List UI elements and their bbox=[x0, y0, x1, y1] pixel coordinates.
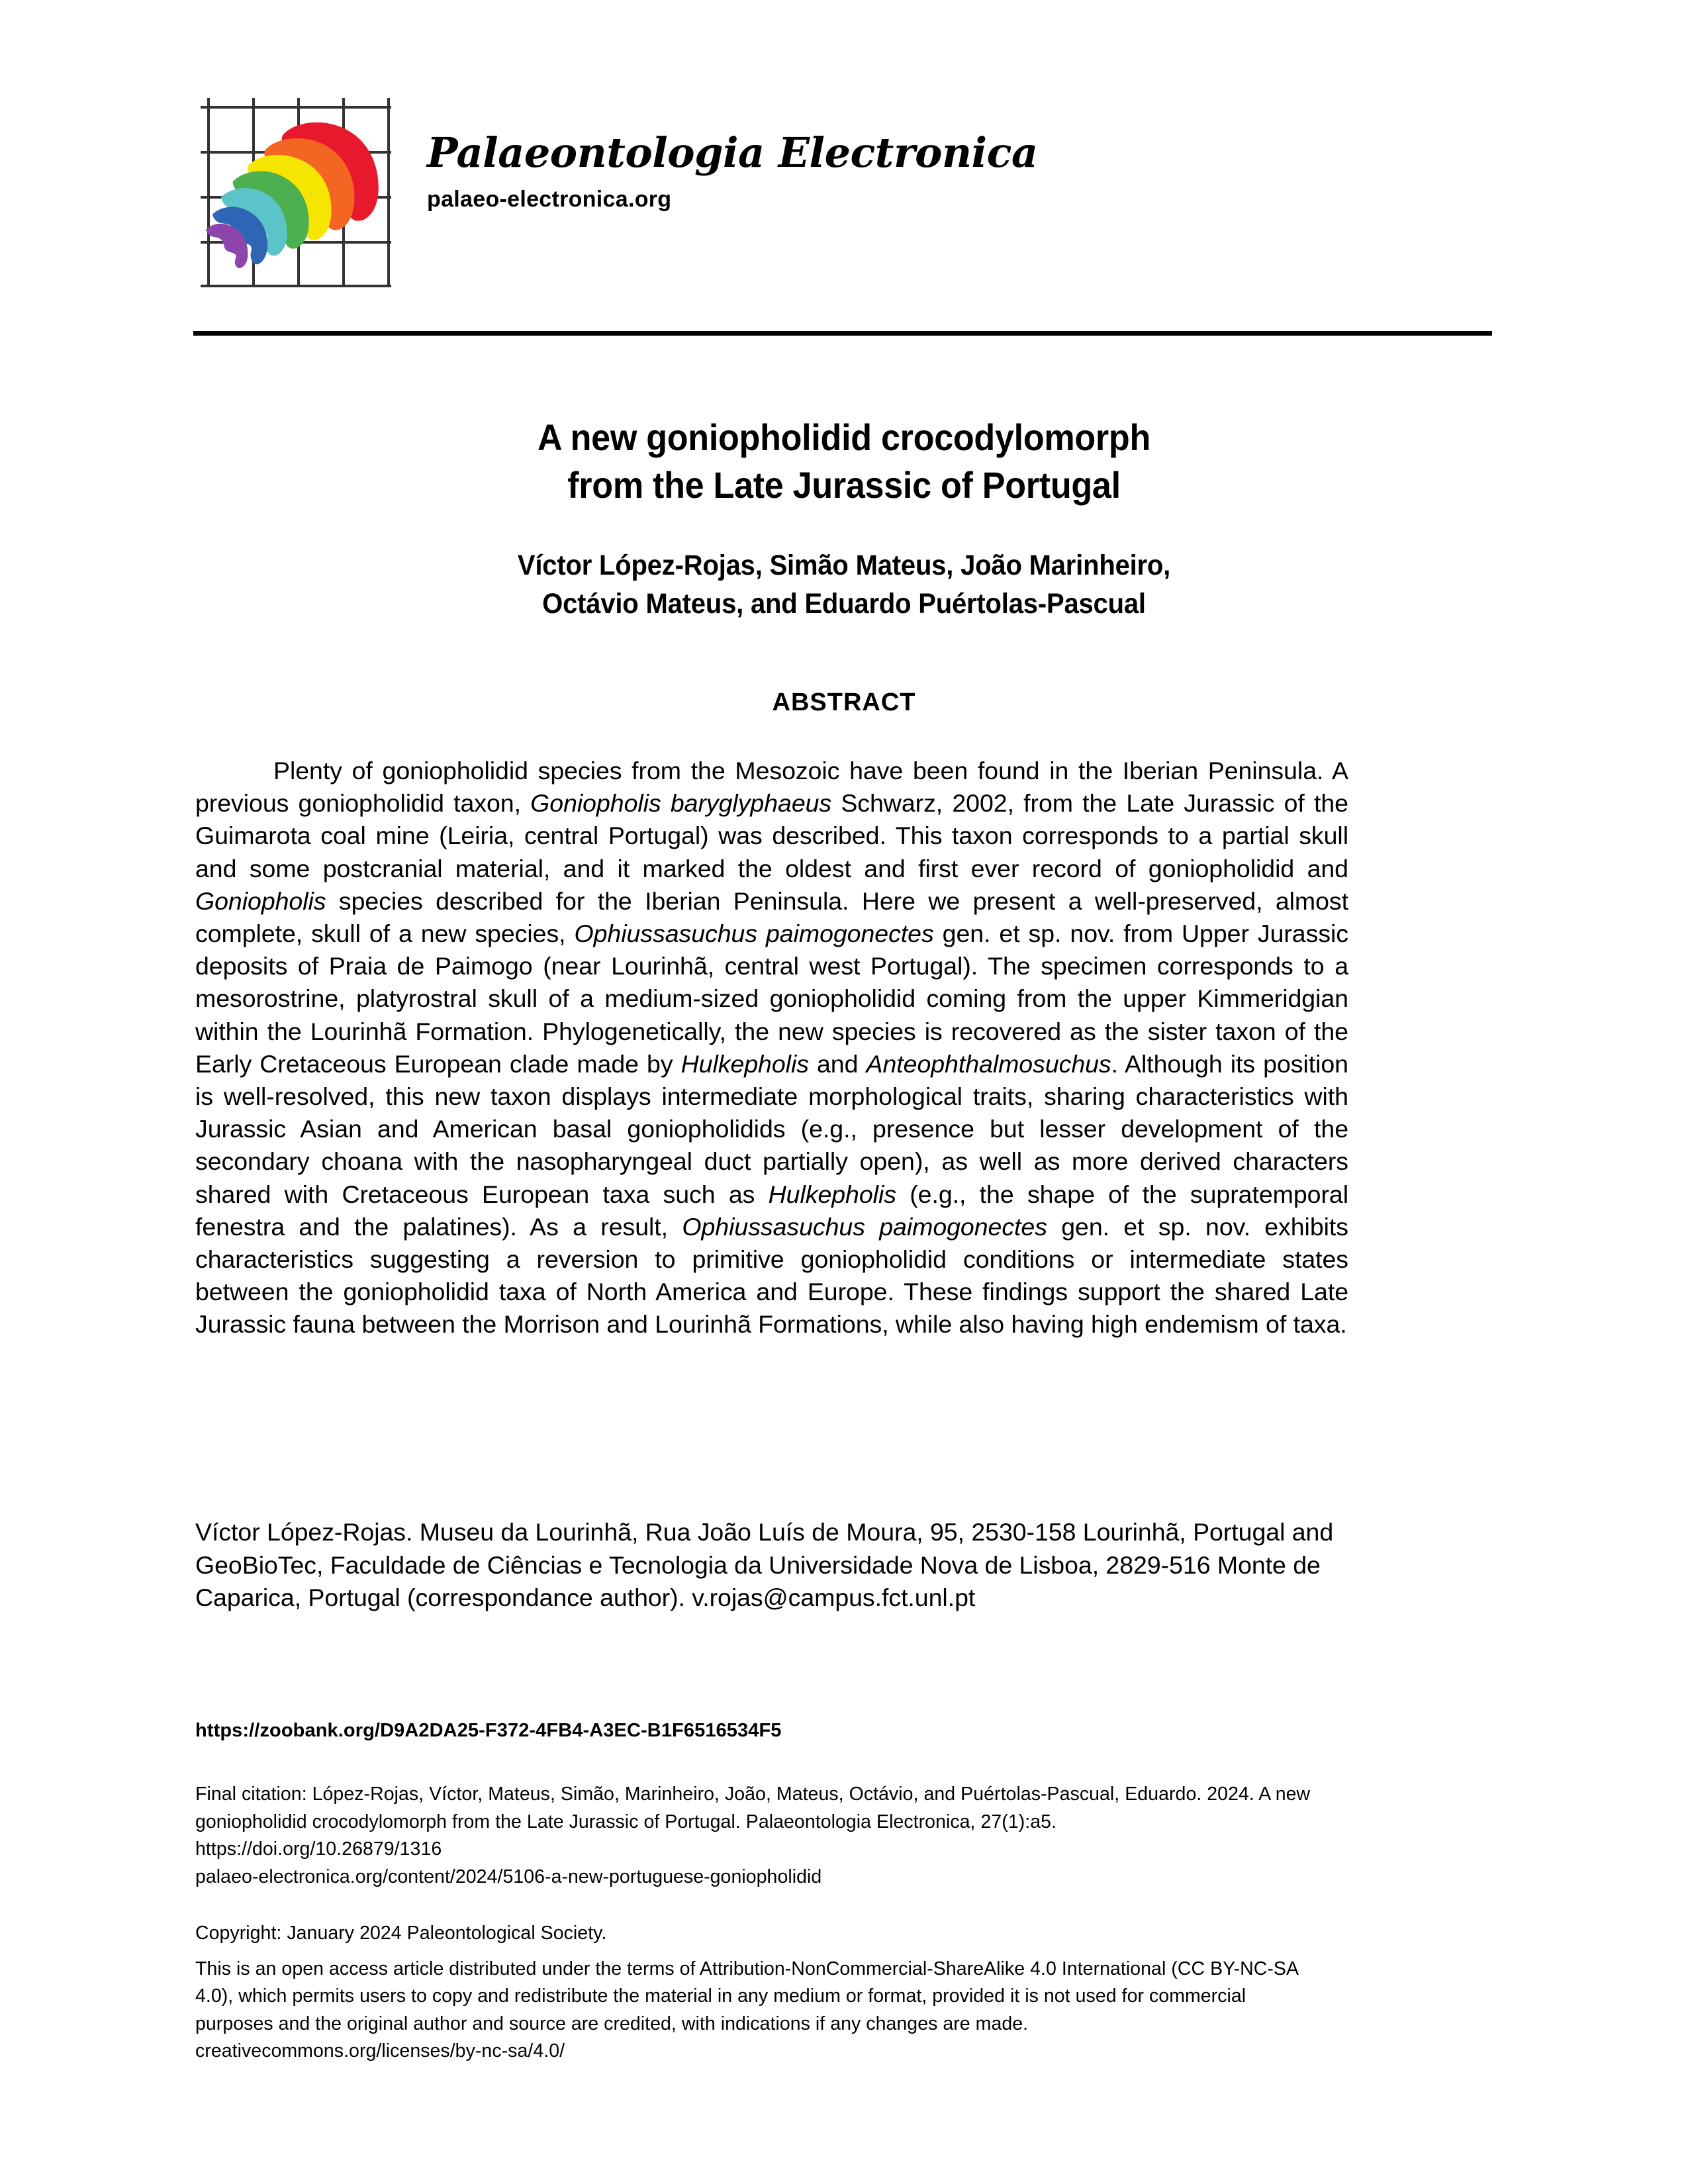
copyright-line-2: This is an open access article distributed under the terms of Attribution-NonCommercial-ShareAlike 4.0 International (CC BY-NC-SA bbox=[195, 1958, 1299, 1979]
paper-title-line-1: A new goniopholidid crocodylomorph bbox=[538, 416, 1150, 458]
license-url-link[interactable]: creativecommons.org/licenses/by-nc-sa/4.0/ bbox=[195, 2040, 565, 2062]
author-line-2: Octávio Mateus, and Eduardo Puértolas-Pascual bbox=[542, 587, 1146, 620]
final-citation-block bbox=[195, 1781, 1407, 1891]
abstract-heading: ABSTRACT bbox=[772, 688, 916, 716]
author-affiliation: Víctor López-Rojas. Museu da Lourinhã, Rua João Luís de Moura, 95, 2530-158 Lourinhã, Portugal and GeoBioTec, Faculdade de Ciências e Tecnologia da Universidade Nova de Lisboa, 2829-516 Monte de Caparica, Portugal (correspondance author). v.rojas@campus.fct.unl.pt bbox=[195, 1518, 1334, 1611]
copyright-line-1: Copyright: January 2024 Paleontological Society. bbox=[195, 1923, 607, 1944]
taxon-name-goniopholis: Goniopholis bbox=[195, 886, 326, 915]
masthead bbox=[195, 93, 1493, 298]
abstract-text-5: and bbox=[808, 1049, 867, 1078]
abstract-text-3: species described for the Iberian Peninsula. Here we present a well-preserved, almost complete, skull of a new species, bbox=[195, 886, 1348, 948]
copyright-line-4: purposes and the original author and source are credited, with indications if any changes are made. bbox=[195, 2013, 1029, 2034]
citation-line-1: Final citation: López-Rojas, Víctor, Mateus, Simão, Marinheiro, João, Mateus, Octávio, and Puértolas-Pascual, Eduardo. 2024. A new bbox=[195, 1783, 1311, 1805]
taxon-name-anteophthalmosuchus: Anteophthalmosuchus bbox=[866, 1049, 1111, 1078]
taxon-name-hulkepholis-2: Hulkepholis bbox=[768, 1180, 896, 1208]
abstract-body bbox=[195, 755, 1348, 1341]
author-list bbox=[241, 547, 1448, 622]
masthead-divider bbox=[193, 331, 1492, 336]
copyright-line-3: 4.0), which permits users to copy and redistribute the material in any medium or format, provided it is not used for commercial bbox=[195, 1985, 1246, 2007]
abstract-text-1: Plenty of goniopholidid species from the Mesozoic have been found in the Iberian Peninsula. A previous goniopholidid taxon, bbox=[195, 757, 1348, 818]
paper-title-line-2: from the Late Jurassic of Portugal bbox=[567, 463, 1121, 506]
copyright-block bbox=[195, 1920, 1407, 2065]
copyright-spacer bbox=[195, 1948, 1407, 1956]
title-block bbox=[195, 414, 1493, 623]
author-line-1: Víctor López-Rojas, Simão Mateus, João Marinheiro, bbox=[517, 549, 1171, 582]
abstract-text-7: (e.g., the shape of the supratemporal fenestra and the palatines). As a result, bbox=[195, 1180, 1348, 1241]
palaeontologia-electronica-rainbow-logo bbox=[195, 93, 394, 291]
zoobank-link[interactable]: https://zoobank.org/D9A2DA25-F372-4FB4-A3EC-B1F6516534F5 bbox=[195, 1720, 782, 1741]
abstract-text-4: gen. et sp. nov. from Upper Jurassic deposits of Praia de Paimogo (near Lourinhã, central west Portugal). The specimen corresponds to a mesorostrine, platyrostral skull of a medium-sized goniopholidid coming from the upper Kimmeridgian within the Lourinhã Formation. Phylogenetically, the new species is recovered as the sister taxon of the Early Cretaceous European clade made by bbox=[195, 920, 1348, 1078]
abstract-text-6: . Although its position is well-resolved, this new taxon displays intermediate morphological traits, sharing characteristics with Jurassic Asian and American basal goniopholidids (e.g., presence but lesser development of the secondary choana with the nasopharyngeal duct partially open), as well as more derived characters shared with Cretaceous European taxa such as bbox=[195, 1049, 1348, 1208]
abstract-text-2: Schwarz, 2002, from the Late Jurassic of the Guimarota coal mine (Leiria, central Portugal) was described. This taxon corresponds to a partial skull and some postcranial material, and it marked the oldest and first ever record of goniopholidid and bbox=[195, 789, 1348, 882]
page-title bbox=[241, 414, 1448, 508]
abstract-text-8: gen. et sp. nov. exhibits characteristics suggesting a reversion to primitive goniopholidid conditions or intermediate states between the goniopholidid taxa of North America and Europe. These findings support the shared Late Jurassic fauna between the Morrison and Lourinhã Formations, while also having high endemism of taxa. bbox=[195, 1212, 1348, 1339]
journal-url[interactable]: palaeo-electronica.org bbox=[427, 187, 672, 212]
taxon-name-hulkepholis-1: Hulkepholis bbox=[680, 1049, 809, 1078]
citation-line-2: goniopholidid crocodylomorph from the Late Jurassic of Portugal. Palaeontologia Electronica, 27(1):a5. bbox=[195, 1811, 1057, 1832]
taxon-name-ophiussasuchus-paimogonectes-2: Ophiussasuchus paimogonectes bbox=[682, 1212, 1047, 1241]
doi-link[interactable]: https://doi.org/10.26879/1316 bbox=[195, 1838, 442, 1860]
taxon-name-goniopholis-baryglyphaeus: Goniopholis baryglyphaeus bbox=[530, 789, 832, 818]
journal-name: Palaeontologia Electronica bbox=[427, 128, 1038, 177]
article-url-link[interactable]: palaeo-electronica.org/content/2024/5106-a-new-portuguese-goniopholidid bbox=[195, 1866, 822, 1887]
taxon-name-ophiussasuchus-paimogonectes-1: Ophiussasuchus paimogonectes bbox=[574, 920, 934, 948]
masthead-text bbox=[427, 93, 1038, 213]
